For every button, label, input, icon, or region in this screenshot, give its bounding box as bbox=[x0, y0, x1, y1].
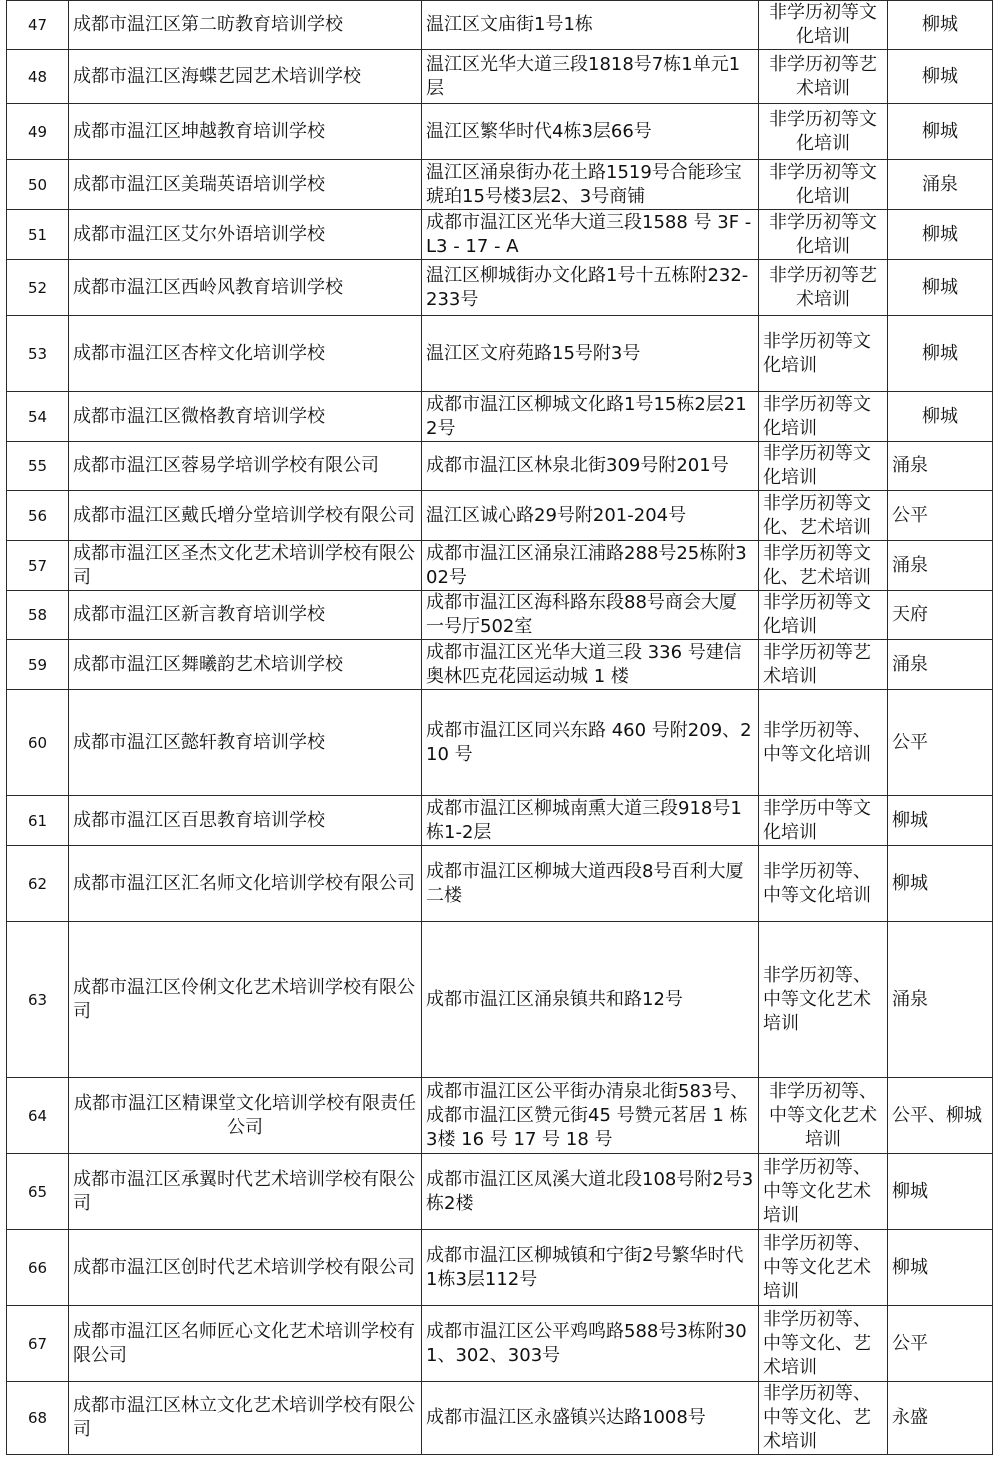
school-address: 成都市温江区同兴东路 460 号附209、210 号 bbox=[422, 690, 759, 796]
school-address: 成都市温江区公平鸡鸣路588号3栋附301、302、303号 bbox=[422, 1306, 759, 1382]
area-name: 涌泉 bbox=[888, 640, 993, 690]
training-type: 非学历初等文化培训 bbox=[759, 160, 888, 210]
school-address: 温江区文庙街1号1栋 bbox=[422, 1, 759, 50]
area-name: 柳城 bbox=[888, 846, 993, 922]
school-address: 成都市温江区涌泉江浦路288号25栋附302号 bbox=[422, 541, 759, 591]
row-number: 49 bbox=[7, 104, 69, 160]
school-name: 成都市温江区杏梓文化培训学校 bbox=[69, 316, 422, 392]
training-type: 非学历初等文化培训 bbox=[759, 1, 888, 50]
row-number: 60 bbox=[7, 690, 69, 796]
school-name: 成都市温江区精课堂文化培训学校有限责任公司 bbox=[69, 1078, 422, 1154]
area-name: 柳城 bbox=[888, 210, 993, 260]
table-row bbox=[7, 210, 993, 260]
area-name: 柳城 bbox=[888, 104, 993, 160]
training-type: 非学历初等文化培训 bbox=[759, 210, 888, 260]
school-name: 成都市温江区名师匠心文化艺术培训学校有限公司 bbox=[69, 1306, 422, 1382]
table-row bbox=[7, 392, 993, 442]
area-name: 柳城 bbox=[888, 392, 993, 442]
school-address: 成都市温江区林泉北街309号附201号 bbox=[422, 442, 759, 491]
school-address: 成都市温江区光华大道三段 336 号建信奥林匹克花园运动城 1 楼 bbox=[422, 640, 759, 690]
school-address: 温江区柳城街办文化路1号十五栋附232-233号 bbox=[422, 260, 759, 316]
school-address: 成都市温江区柳城大道西段8号百利大厦二楼 bbox=[422, 846, 759, 922]
row-number: 57 bbox=[7, 541, 69, 591]
area-name: 公平 bbox=[888, 491, 993, 541]
training-type: 非学历初等、中等文化培训 bbox=[759, 690, 888, 796]
row-number: 59 bbox=[7, 640, 69, 690]
area-name: 柳城 bbox=[888, 1230, 993, 1306]
school-address: 成都市温江区永盛镇兴达路1008号 bbox=[422, 1382, 759, 1455]
school-address: 温江区繁华时代4栋3层66号 bbox=[422, 104, 759, 160]
school-name: 成都市温江区艾尔外语培训学校 bbox=[69, 210, 422, 260]
area-name: 涌泉 bbox=[888, 160, 993, 210]
row-number: 55 bbox=[7, 442, 69, 491]
school-name: 成都市温江区百思教育培训学校 bbox=[69, 796, 422, 846]
row-number: 56 bbox=[7, 491, 69, 541]
training-type: 非学历初等文化培训 bbox=[759, 392, 888, 442]
area-name: 永盛 bbox=[888, 1382, 993, 1455]
training-type: 非学历中等文化培训 bbox=[759, 796, 888, 846]
area-name: 公平 bbox=[888, 690, 993, 796]
area-name: 天府 bbox=[888, 591, 993, 640]
area-name: 柳城 bbox=[888, 50, 993, 104]
table-row bbox=[7, 922, 993, 1078]
row-number: 52 bbox=[7, 260, 69, 316]
table-row bbox=[7, 796, 993, 846]
table-row bbox=[7, 846, 993, 922]
row-number: 47 bbox=[7, 1, 69, 50]
table-row bbox=[7, 1230, 993, 1306]
school-name: 成都市温江区美瑞英语培训学校 bbox=[69, 160, 422, 210]
training-type: 非学历初等、中等文化艺术培训 bbox=[759, 922, 888, 1078]
training-type: 非学历初等艺术培训 bbox=[759, 640, 888, 690]
training-type: 非学历初等、中等文化、艺术培训 bbox=[759, 1382, 888, 1455]
training-type: 非学历初等艺术培训 bbox=[759, 260, 888, 316]
school-address: 成都市温江区柳城南熏大道三段918号1栋1-2层 bbox=[422, 796, 759, 846]
area-name: 柳城 bbox=[888, 1154, 993, 1230]
school-name: 成都市温江区创时代艺术培训学校有限公司 bbox=[69, 1230, 422, 1306]
school-name: 成都市温江区林立文化艺术培训学校有限公司 bbox=[69, 1382, 422, 1455]
table-row bbox=[7, 1382, 993, 1455]
school-address: 温江区涌泉街办花土路1519号合能珍宝琥珀15号楼3层2、3号商铺 bbox=[422, 160, 759, 210]
area-name: 涌泉 bbox=[888, 541, 993, 591]
row-number: 48 bbox=[7, 50, 69, 104]
school-name: 成都市温江区西岭风教育培训学校 bbox=[69, 260, 422, 316]
school-address: 温江区光华大道三段1818号7栋1单元1层 bbox=[422, 50, 759, 104]
school-name: 成都市温江区坤越教育培训学校 bbox=[69, 104, 422, 160]
school-name: 成都市温江区汇名师文化培训学校有限公司 bbox=[69, 846, 422, 922]
school-address: 成都市温江区光华大道三段1588 号 3F - L3 - 17 - A bbox=[422, 210, 759, 260]
row-number: 65 bbox=[7, 1154, 69, 1230]
school-name: 成都市温江区圣杰文化艺术培训学校有限公司 bbox=[69, 541, 422, 591]
school-address: 成都市温江区柳城镇和宁街2号繁华时代1栋3层112号 bbox=[422, 1230, 759, 1306]
row-number: 54 bbox=[7, 392, 69, 442]
area-name: 柳城 bbox=[888, 260, 993, 316]
table-row bbox=[7, 591, 993, 640]
training-type: 非学历初等文化培训 bbox=[759, 591, 888, 640]
school-address: 温江区诚心路29号附201-204号 bbox=[422, 491, 759, 541]
training-type: 非学历初等文化培训 bbox=[759, 442, 888, 491]
school-table bbox=[6, 0, 993, 1455]
training-type: 非学历初等文化培训 bbox=[759, 104, 888, 160]
training-type: 非学历初等、中等文化艺术培训 bbox=[759, 1230, 888, 1306]
school-address: 成都市温江区凤溪大道北段108号附2号3栋2楼 bbox=[422, 1154, 759, 1230]
table-row bbox=[7, 690, 993, 796]
row-number: 53 bbox=[7, 316, 69, 392]
school-name: 成都市温江区舞曦韵艺术培训学校 bbox=[69, 640, 422, 690]
training-type: 非学历初等、中等文化培训 bbox=[759, 846, 888, 922]
table-row bbox=[7, 1154, 993, 1230]
table-row bbox=[7, 442, 993, 491]
row-number: 62 bbox=[7, 846, 69, 922]
row-number: 58 bbox=[7, 591, 69, 640]
table-row bbox=[7, 316, 993, 392]
school-name: 成都市温江区承翼时代艺术培训学校有限公司 bbox=[69, 1154, 422, 1230]
row-number: 61 bbox=[7, 796, 69, 846]
training-type: 非学历初等文化、艺术培训 bbox=[759, 491, 888, 541]
area-name: 公平 bbox=[888, 1306, 993, 1382]
row-number: 50 bbox=[7, 160, 69, 210]
training-type: 非学历初等、中等文化、艺术培训 bbox=[759, 1306, 888, 1382]
row-number: 67 bbox=[7, 1306, 69, 1382]
school-address: 成都市温江区柳城文化路1号15栋2层212号 bbox=[422, 392, 759, 442]
table-row bbox=[7, 260, 993, 316]
training-type: 非学历初等、中等文化艺术培训 bbox=[759, 1154, 888, 1230]
school-address: 成都市温江区海科路东段88号商会大厦一号厅502室 bbox=[422, 591, 759, 640]
table-row bbox=[7, 1078, 993, 1154]
school-name: 成都市温江区蓉易学培训学校有限公司 bbox=[69, 442, 422, 491]
row-number: 64 bbox=[7, 1078, 69, 1154]
school-name: 成都市温江区海蝶艺园艺术培训学校 bbox=[69, 50, 422, 104]
training-type: 非学历初等艺术培训 bbox=[759, 50, 888, 104]
area-name: 柳城 bbox=[888, 796, 993, 846]
table-row bbox=[7, 640, 993, 690]
table-row bbox=[7, 1306, 993, 1382]
area-name: 公平、柳城 bbox=[888, 1078, 993, 1154]
school-address: 成都市温江区涌泉镇共和路12号 bbox=[422, 922, 759, 1078]
area-name: 涌泉 bbox=[888, 442, 993, 491]
training-type: 非学历初等文化培训 bbox=[759, 316, 888, 392]
training-type: 非学历初等、中等文化艺术培训 bbox=[759, 1078, 888, 1154]
row-number: 51 bbox=[7, 210, 69, 260]
school-address: 温江区文府苑路15号附3号 bbox=[422, 316, 759, 392]
area-name: 涌泉 bbox=[888, 922, 993, 1078]
school-name: 成都市温江区懿轩教育培训学校 bbox=[69, 690, 422, 796]
table-row bbox=[7, 104, 993, 160]
school-name: 成都市温江区戴氏增分堂培训学校有限公司 bbox=[69, 491, 422, 541]
table-row bbox=[7, 1, 993, 50]
school-name: 成都市温江区伶俐文化艺术培训学校有限公司 bbox=[69, 922, 422, 1078]
row-number: 66 bbox=[7, 1230, 69, 1306]
table-row bbox=[7, 491, 993, 541]
school-list-page bbox=[6, 0, 993, 1455]
table-row bbox=[7, 160, 993, 210]
row-number: 68 bbox=[7, 1382, 69, 1455]
table-row bbox=[7, 50, 993, 104]
area-name: 柳城 bbox=[888, 316, 993, 392]
area-name: 柳城 bbox=[888, 1, 993, 50]
table-row bbox=[7, 541, 993, 591]
school-name: 成都市温江区第二昉教育培训学校 bbox=[69, 1, 422, 50]
school-name: 成都市温江区微格教育培训学校 bbox=[69, 392, 422, 442]
row-number: 63 bbox=[7, 922, 69, 1078]
school-address: 成都市温江区公平街办清泉北街583号、成都市温江区赞元街45 号赞元茗居 1 栋 3楼 16 号 17 号 18 号 bbox=[422, 1078, 759, 1154]
school-name: 成都市温江区新言教育培训学校 bbox=[69, 591, 422, 640]
training-type: 非学历初等文化、艺术培训 bbox=[759, 541, 888, 591]
